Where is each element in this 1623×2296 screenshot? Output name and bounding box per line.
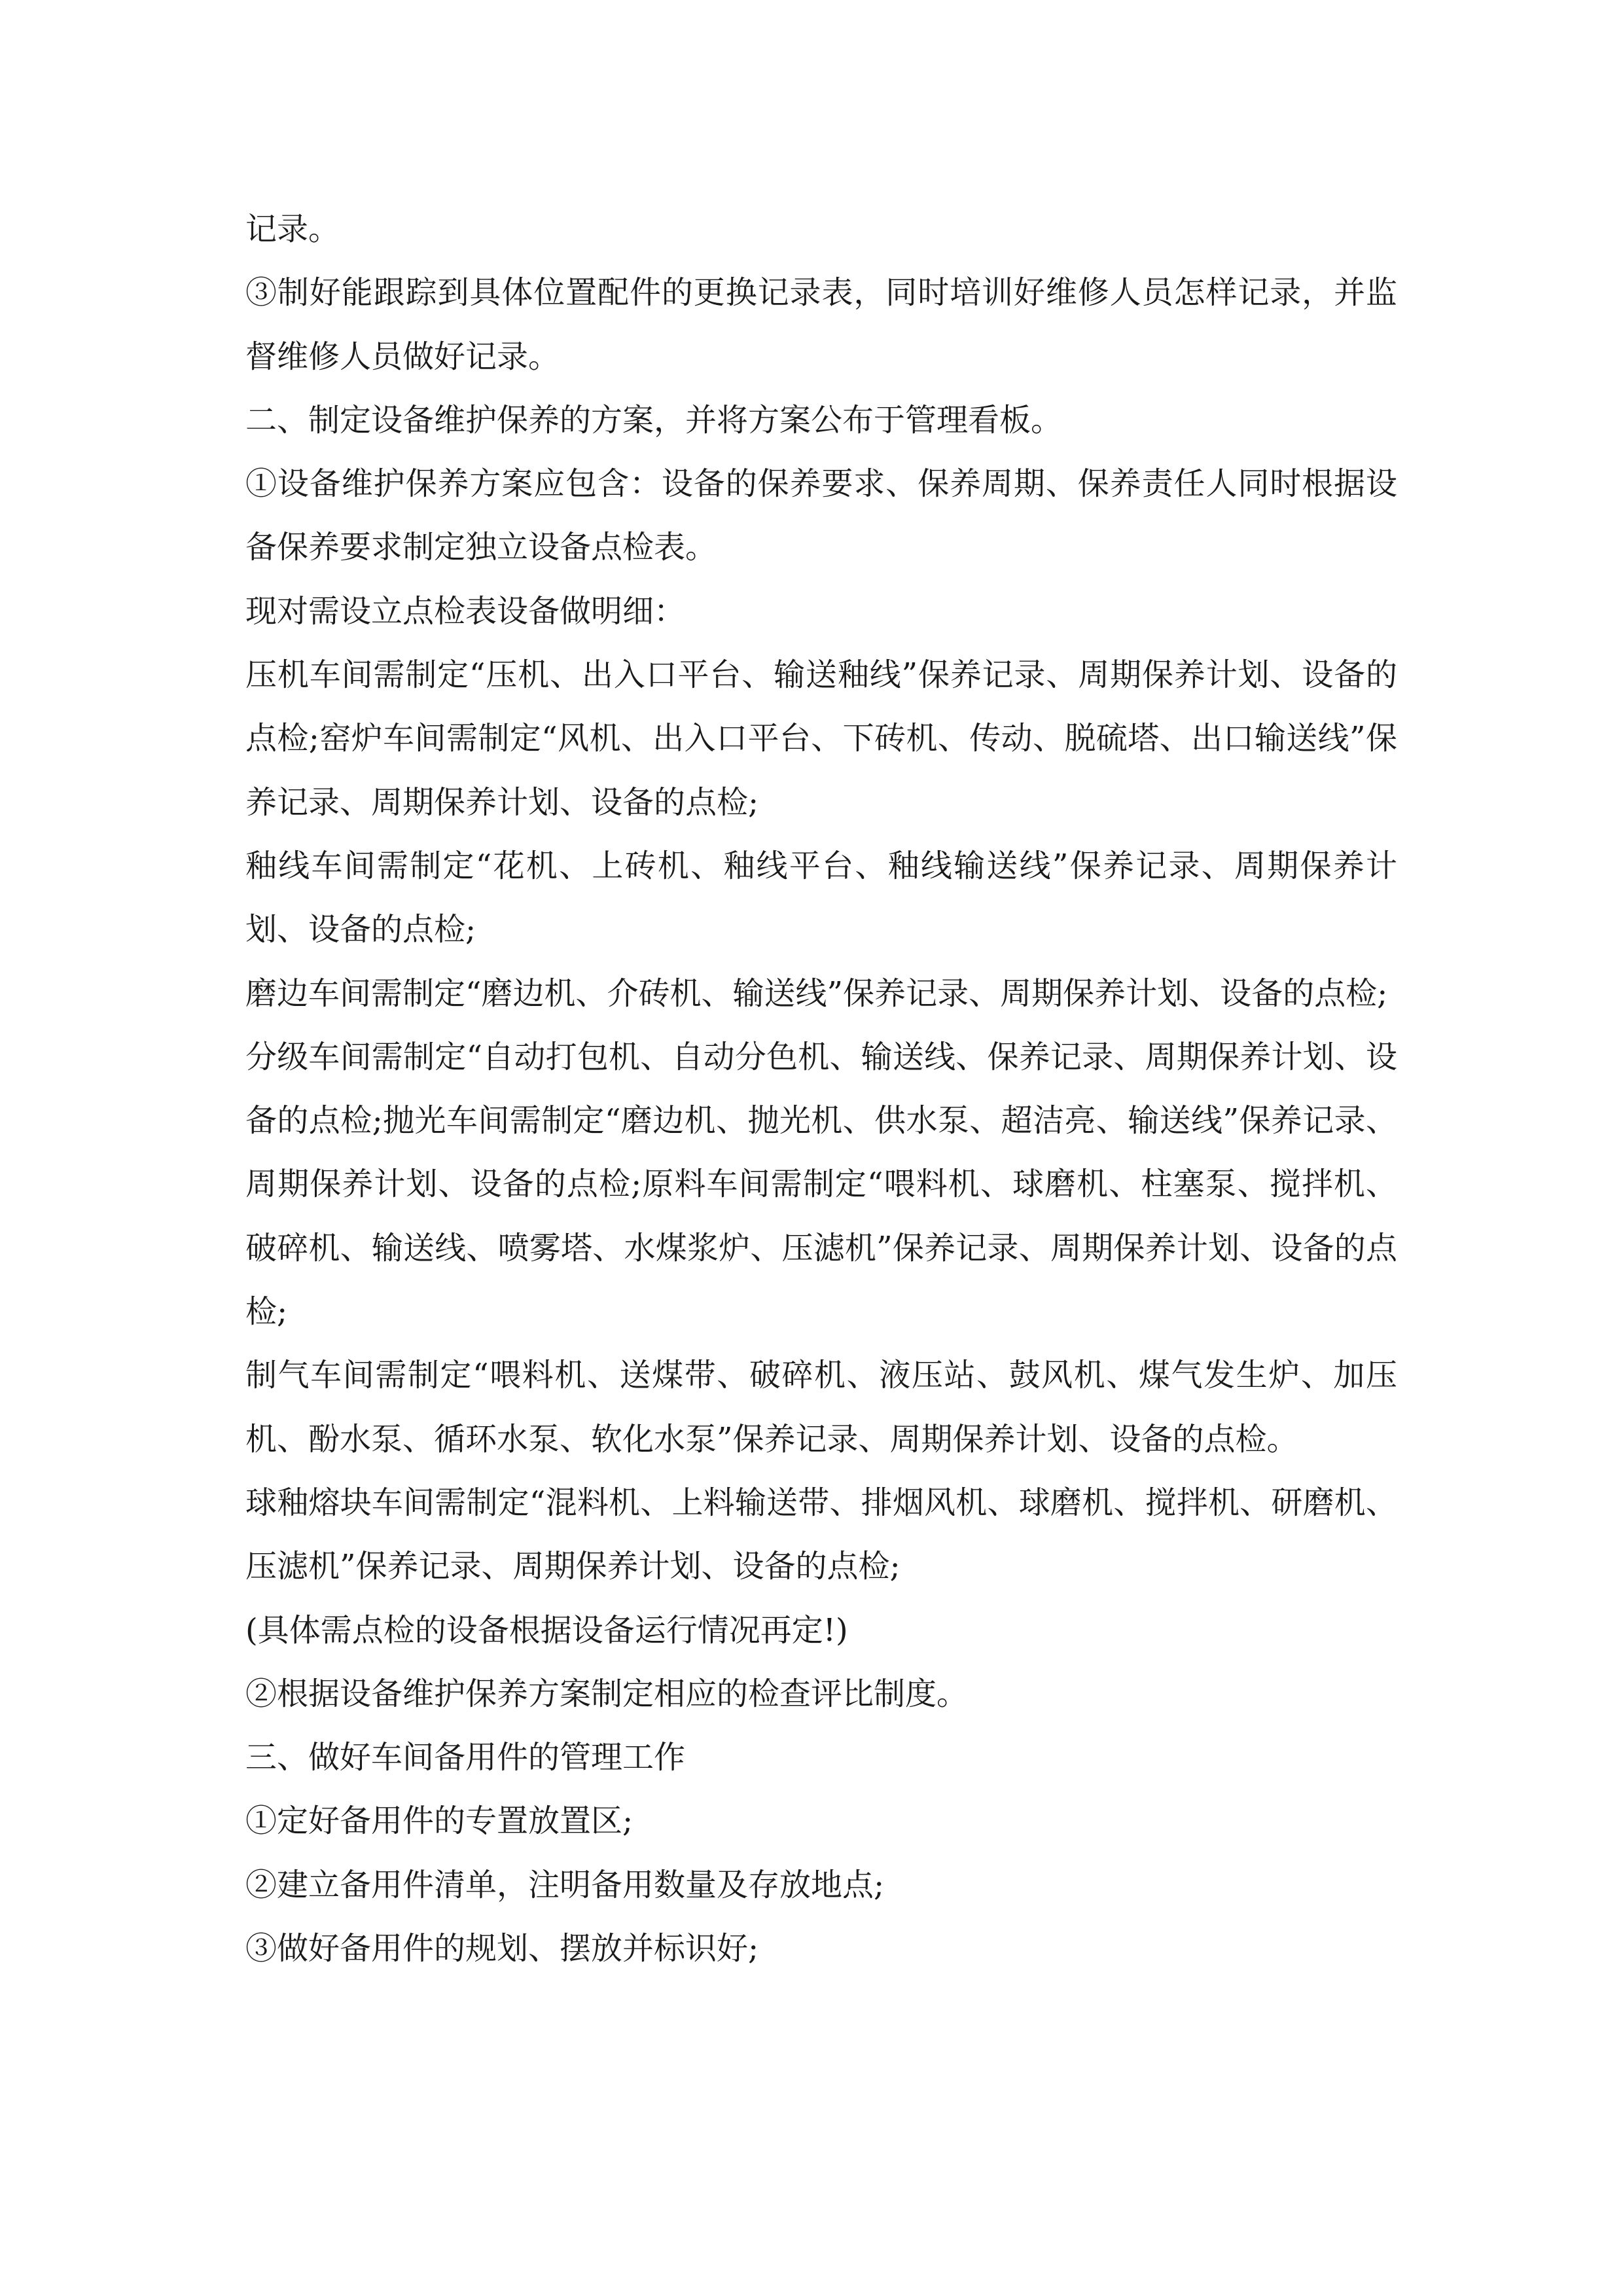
paragraph-checklist-intro: 现对需设立点检表设备做明细： <box>245 592 686 630</box>
paragraph-gas-making: 制气车间需制定“喂料机、送煤带、破碎机、液压站、鼓风机、煤气发生炉、加压机、酚水泵、循环水泵、软化水泵”保养记录、周期保养计划、设备的点检。 <box>245 1357 1397 1458</box>
paragraph-frit: 球釉熔块车间需制定“混料机、上料输送带、排烟风机、球磨机、搅拌机、研磨机、压滤机”保养记录、周期保养计划、设备的点检; <box>245 1484 1397 1585</box>
paragraph-record-end: 记录。 <box>245 211 340 247</box>
paragraph-spare-labeling: ③做好备用件的规划、摆放并标识好; <box>245 1930 759 1967</box>
document-body <box>245 198 1397 1981</box>
paragraph-evaluation: ②根据设备维护保养方案制定相应的检查评比制度。 <box>245 1675 969 1712</box>
paragraph-replacement-log: ③制好能跟踪到具体位置配件的更换记录表，同时培训好维修人员怎样记录，并监督维修人员做好记录。 <box>245 274 1397 375</box>
paragraph-spare-list: ②建立备用件清单，注明备用数量及存放地点; <box>245 1866 885 1903</box>
section-heading-maintenance-plan: 二、制定设备维护保养的方案，并将方案公布于管理看板。 <box>245 401 1063 439</box>
paragraph-spare-area: ①定好备用件的专置放置区; <box>245 1803 633 1840</box>
paragraph-edging: 磨边车间需制定“磨边机、介砖机、输送线”保养记录、周期保养计划、设备的点检; <box>245 975 1388 1012</box>
paragraph-grading-polishing-raw: 分级车间需制定“自动打包机、自动分色机、输送线、保养记录、周期保养计划、设备的点检;抛光车间需制定“磨边机、抛光机、供水泵、超洁亮、输送线”保养记录、周期保养计划、设备的点检;原料车间需制定“喂料机、球磨机、柱塞泵、搅拌机、破碎机、输送线、喷雾塔、水煤浆炉、压滤机”保养记录、周期保养计划、设备的点检; <box>245 1038 1397 1331</box>
paragraph-glaze-line: 釉线车间需制定“花机、上砖机、釉线平台、釉线输送线”保养记录、周期保养计划、设备的点检; <box>245 847 1397 948</box>
paragraph-press-kiln: 压机车间需制定“压机、出入口平台、输送釉线”保养记录、周期保养计划、设备的点检;窑炉车间需制定“风机、出入口平台、下砖机、传动、脱硫塔、出口输送线”保养记录、周期保养计划、设备的点检; <box>245 656 1397 821</box>
paragraph-plan-contents: ①设备维护保养方案应包含：设备的保养要求、保养周期、保养责任人同时根据设备保养要求制定独立设备点检表。 <box>245 465 1397 566</box>
section-heading-spare-parts: 三、做好车间备用件的管理工作 <box>245 1739 686 1776</box>
paragraph-note: (具体需点检的设备根据设备运行情况再定!) <box>245 1611 848 1649</box>
